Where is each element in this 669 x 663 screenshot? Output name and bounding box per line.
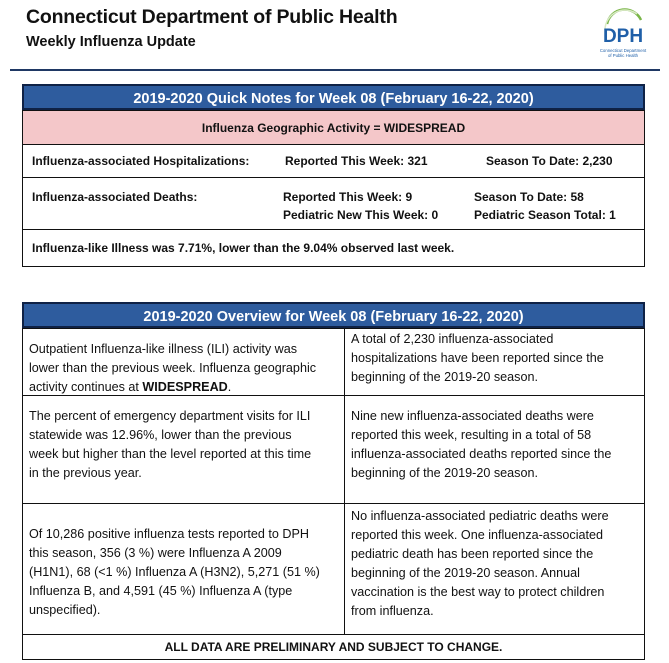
logo-text: DPH	[602, 26, 644, 47]
dph-logo	[597, 6, 649, 64]
positive-tests-cell	[23, 525, 344, 620]
pediatric-deaths-cell	[345, 507, 644, 621]
hosp-week: Reported This Week: 321	[285, 154, 428, 168]
ped-line-5: vaccination is the best way to protect children	[351, 585, 605, 599]
logo-caption-1: Connecticut Department	[599, 48, 647, 53]
deaths-label: Influenza-associated Deaths:	[32, 190, 198, 204]
ili-row	[23, 230, 644, 265]
logo-caption-2: of Public Health	[607, 53, 639, 58]
deaths-season: Season To Date: 58	[474, 190, 584, 204]
header-rule	[10, 69, 660, 71]
ped-line-1: No influenza-associated pediatric deaths were	[351, 509, 609, 523]
tests-line-3: (H1N1), 68 (<1 %) Influenza A (H3N2), 5,271 (51 %)	[29, 565, 320, 579]
deaths-row	[23, 178, 644, 230]
ili-activity-line-2: lower than the previous week. Influenza geographic	[29, 361, 317, 375]
widespread-text: WIDESPREAD	[142, 380, 228, 394]
overview-heading: 2019-2020 Overview for Week 08 (February 16-22, 2020)	[22, 302, 645, 328]
hosp-label: Influenza-associated Hospitalizations:	[32, 154, 250, 168]
hosp-cell-line-2: hospitalizations have been reported since the	[351, 351, 604, 365]
ed-line-1: The percent of emergency department visits for ILI	[29, 409, 311, 423]
quick-notes-heading: 2019-2020 Quick Notes for Week 08 (February 16-22, 2020)	[22, 84, 645, 110]
page-subtitle: Weekly Influenza Update	[26, 34, 196, 50]
ed-line-4: in the previous year.	[29, 466, 142, 480]
ili-activity-line-3-text: activity continues at	[29, 380, 143, 394]
deaths-cell	[345, 407, 644, 483]
deaths-cell-line-4: beginning of the 2019-20 season.	[351, 466, 538, 480]
tests-line-5: unspecified).	[29, 603, 101, 617]
quick-notes-table	[22, 110, 645, 267]
ped-line-4: beginning of the 2019-20 season. Annual	[351, 566, 580, 580]
hospitalizations-row	[23, 145, 644, 178]
preliminary-footer: ALL DATA ARE PRELIMINARY AND SUBJECT TO CHANGE.	[164, 640, 503, 654]
hospitalizations-cell	[345, 330, 644, 387]
deaths-week: Reported This Week: 9	[283, 190, 413, 204]
ed-line-2: statewide was 12.96%, lower than the previous	[29, 428, 292, 442]
geo-activity-text: Influenza Geographic Activity = WIDESPREAD	[201, 121, 466, 135]
ili-note: Influenza-like Illness was 7.71%, lower than the 9.04% observed last week.	[32, 241, 455, 255]
geo-activity-row	[23, 111, 644, 145]
deaths-cell-line-1: Nine new influenza-associated deaths were	[351, 409, 594, 423]
row-divider-3	[23, 634, 644, 635]
row-divider-2	[23, 503, 644, 504]
ped-line-3: pediatric death has been reported since the	[351, 547, 594, 561]
pediatric-season: Pediatric Season Total: 1	[474, 208, 616, 222]
ped-line-2: reported this week. One influenza-associated	[351, 528, 604, 542]
deaths-cell-line-3: influenza-associated deaths reported since the	[351, 447, 612, 461]
tests-line-1: Of 10,286 positive influenza tests reported to DPH	[29, 527, 310, 541]
hosp-cell-line-3: beginning of the 2019-20 season.	[351, 370, 538, 384]
tests-line-4: Influenza B, and 4,591 (45 %) Influenza A (type	[29, 584, 293, 598]
ed-line-3: week but higher than the level reported at this time	[29, 447, 312, 461]
ed-visits-cell	[23, 407, 344, 483]
ili-activity-cell	[23, 340, 344, 397]
deaths-cell-line-2: reported this week, resulting in a total of 58	[351, 428, 592, 442]
ili-activity-line-3-end: .	[227, 380, 232, 394]
ili-activity-line-1: Outpatient Influenza-like illness (ILI) activity was	[29, 342, 298, 356]
hosp-season: Season To Date: 2,230	[486, 154, 613, 168]
ili-activity-line-3	[29, 378, 338, 397]
tests-line-2: this season, 356 (3 %) were Influenza A 2009	[29, 546, 282, 560]
pediatric-week: Pediatric New This Week: 0	[283, 208, 439, 222]
page-title: Connecticut Department of Public Health	[26, 6, 398, 28]
overview-table	[22, 328, 645, 660]
ped-line-6: from influenza.	[351, 604, 434, 618]
hosp-cell-line-1: A total of 2,230 influenza-associated	[351, 332, 554, 346]
